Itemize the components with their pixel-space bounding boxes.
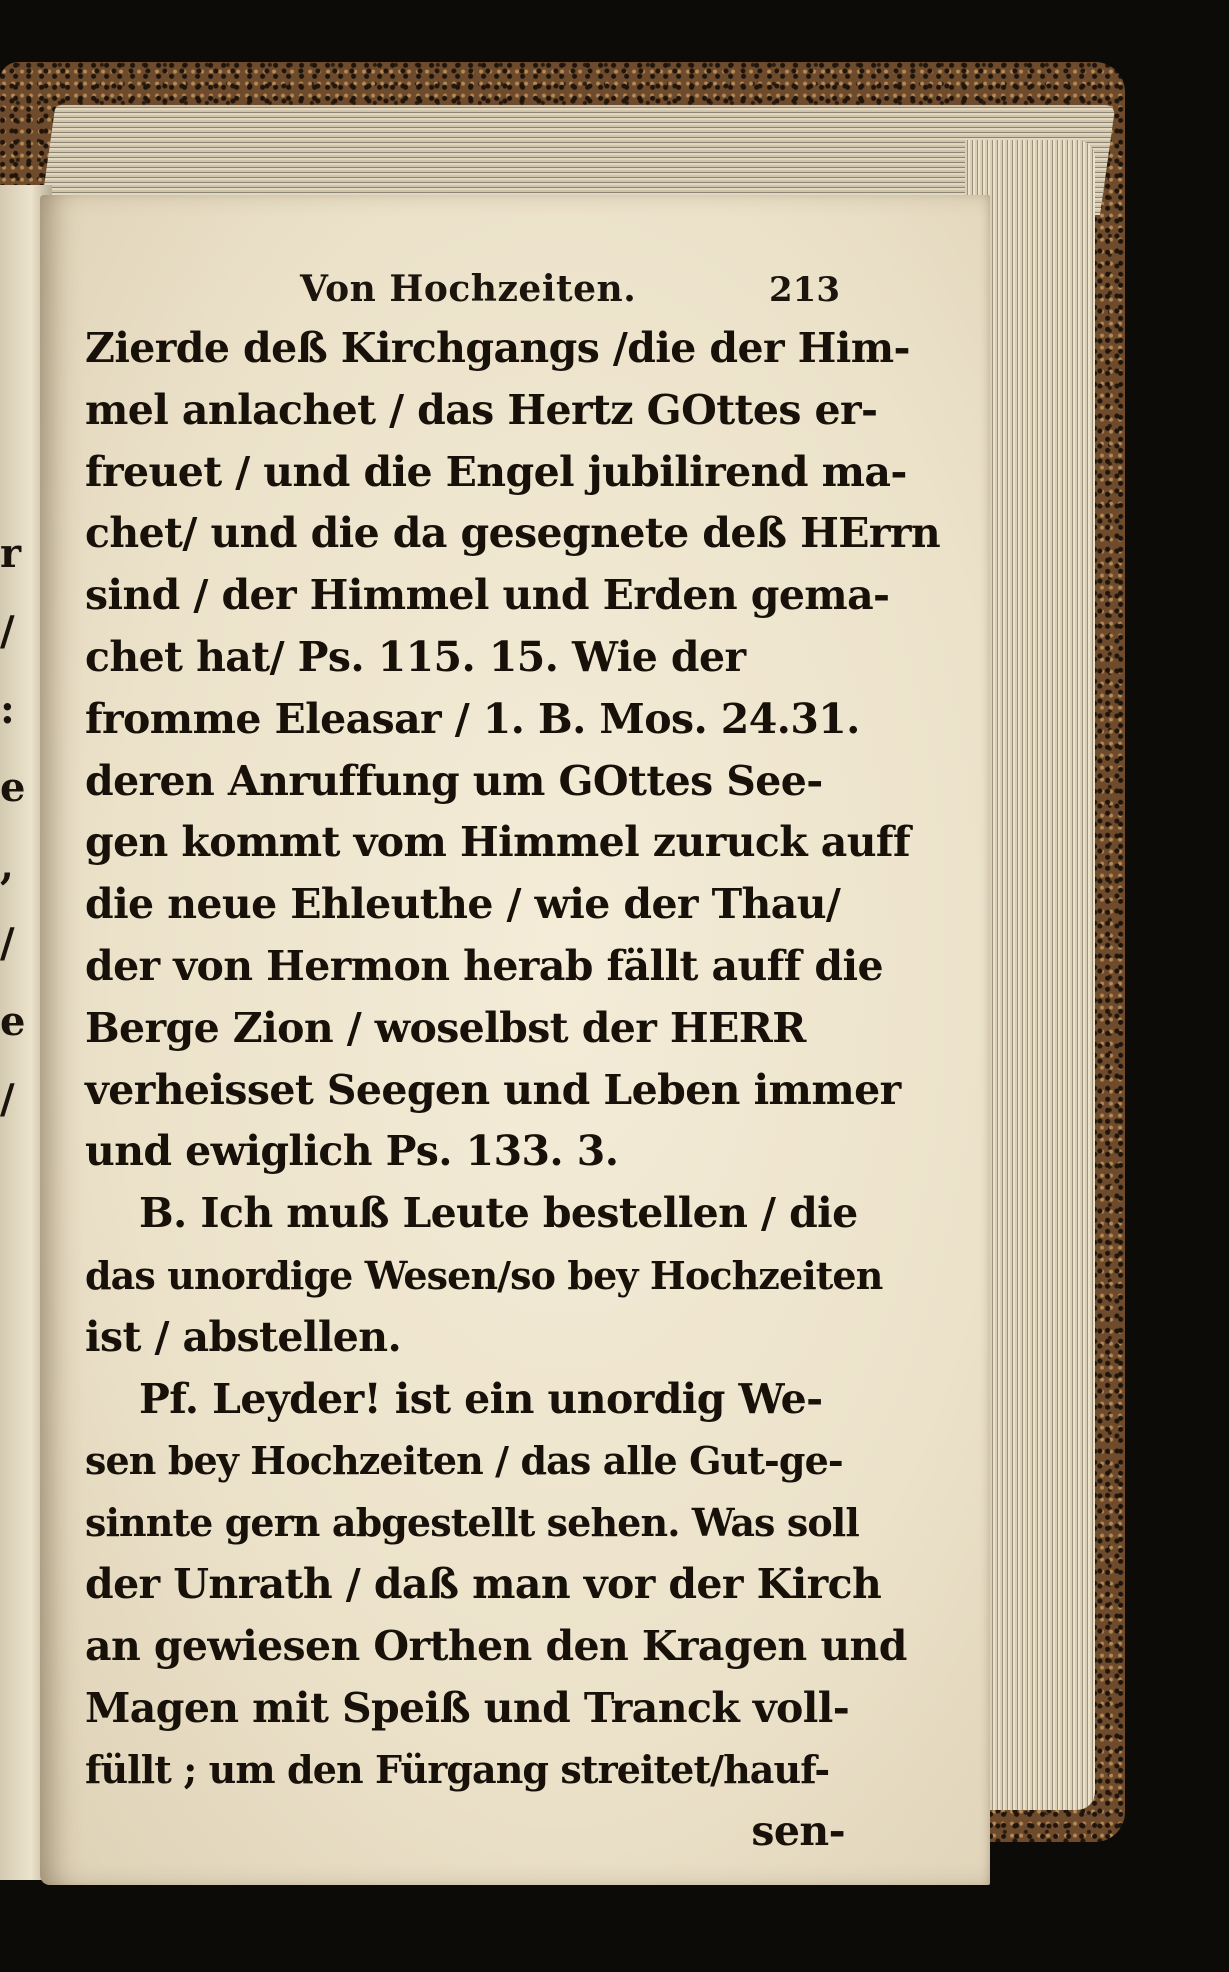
text-line: Magen mit Speiß und Tranck voll- bbox=[85, 1683, 850, 1732]
verso-mark: e bbox=[0, 998, 26, 1045]
text-line: ist / abstellen. bbox=[85, 1312, 402, 1361]
verso-mark: : bbox=[0, 686, 15, 733]
running-head: Von Hochzeiten. bbox=[300, 268, 637, 310]
verso-mark: , bbox=[0, 842, 14, 889]
text-line: freuet / und die Engel jubilirend ma- bbox=[85, 447, 907, 496]
text-line: die neue Ehleuthe / wie der Thau/ bbox=[85, 880, 841, 929]
text-line: fromme Eleasar / 1. B. Mos. 24.31. bbox=[85, 694, 860, 743]
text-line: der von Hermon herab fällt auff die bbox=[85, 941, 883, 990]
verso-mark: r bbox=[0, 530, 22, 577]
text-line: mel anlachet / das Hertz GOttes er- bbox=[85, 385, 878, 434]
text-line: sind / der Himmel und Erden gema- bbox=[85, 571, 890, 620]
verso-line-ends bbox=[0, 515, 30, 1139]
text-line: verheisset Seegen und Leben immer bbox=[85, 1065, 901, 1114]
catchword: sen- bbox=[751, 1807, 845, 1856]
body-text bbox=[85, 318, 941, 1863]
text-line: an gewiesen Orthen den Kragen und bbox=[85, 1621, 907, 1670]
text-line: chet hat/ Ps. 115. 15. Wie der bbox=[85, 632, 746, 681]
text-line: der Unrath / daß man vor der Kirch bbox=[85, 1559, 882, 1608]
text-line: Zierde deß Kirchgangs /die der Him- bbox=[85, 324, 910, 372]
text-line: und ewiglich Ps. 133. 3. bbox=[85, 1127, 619, 1176]
text-line: das unordige Wesen/so bey Hochzeiten bbox=[85, 1252, 883, 1298]
verso-mark: e bbox=[0, 764, 26, 811]
verso-mark: / bbox=[0, 608, 15, 655]
verso-mark: / bbox=[0, 920, 15, 967]
text-line: chet/ und die da gesegnete deß HErrn bbox=[85, 509, 941, 558]
text-line: füllt ; um den Fürgang streitet/hauf- bbox=[85, 1747, 830, 1793]
page-number: 213 bbox=[769, 270, 840, 310]
text-line: sinnte gern abgestellt sehen. Was soll bbox=[85, 1500, 859, 1546]
text-line: Pf. Leyder! ist ein unordig We- bbox=[139, 1374, 823, 1423]
verso-mark: / bbox=[0, 1076, 15, 1123]
text-line: gen kommt vom Himmel zuruck auff bbox=[85, 818, 911, 867]
text-line: B. Ich muß Leute bestellen / die bbox=[139, 1189, 858, 1238]
text-line: sen bey Hochzeiten / das alle Gut-ge- bbox=[85, 1438, 843, 1484]
text-line: Berge Zion / woselbst der HERR bbox=[85, 1003, 806, 1052]
text-line: deren Anruffung um GOttes See- bbox=[85, 756, 823, 805]
